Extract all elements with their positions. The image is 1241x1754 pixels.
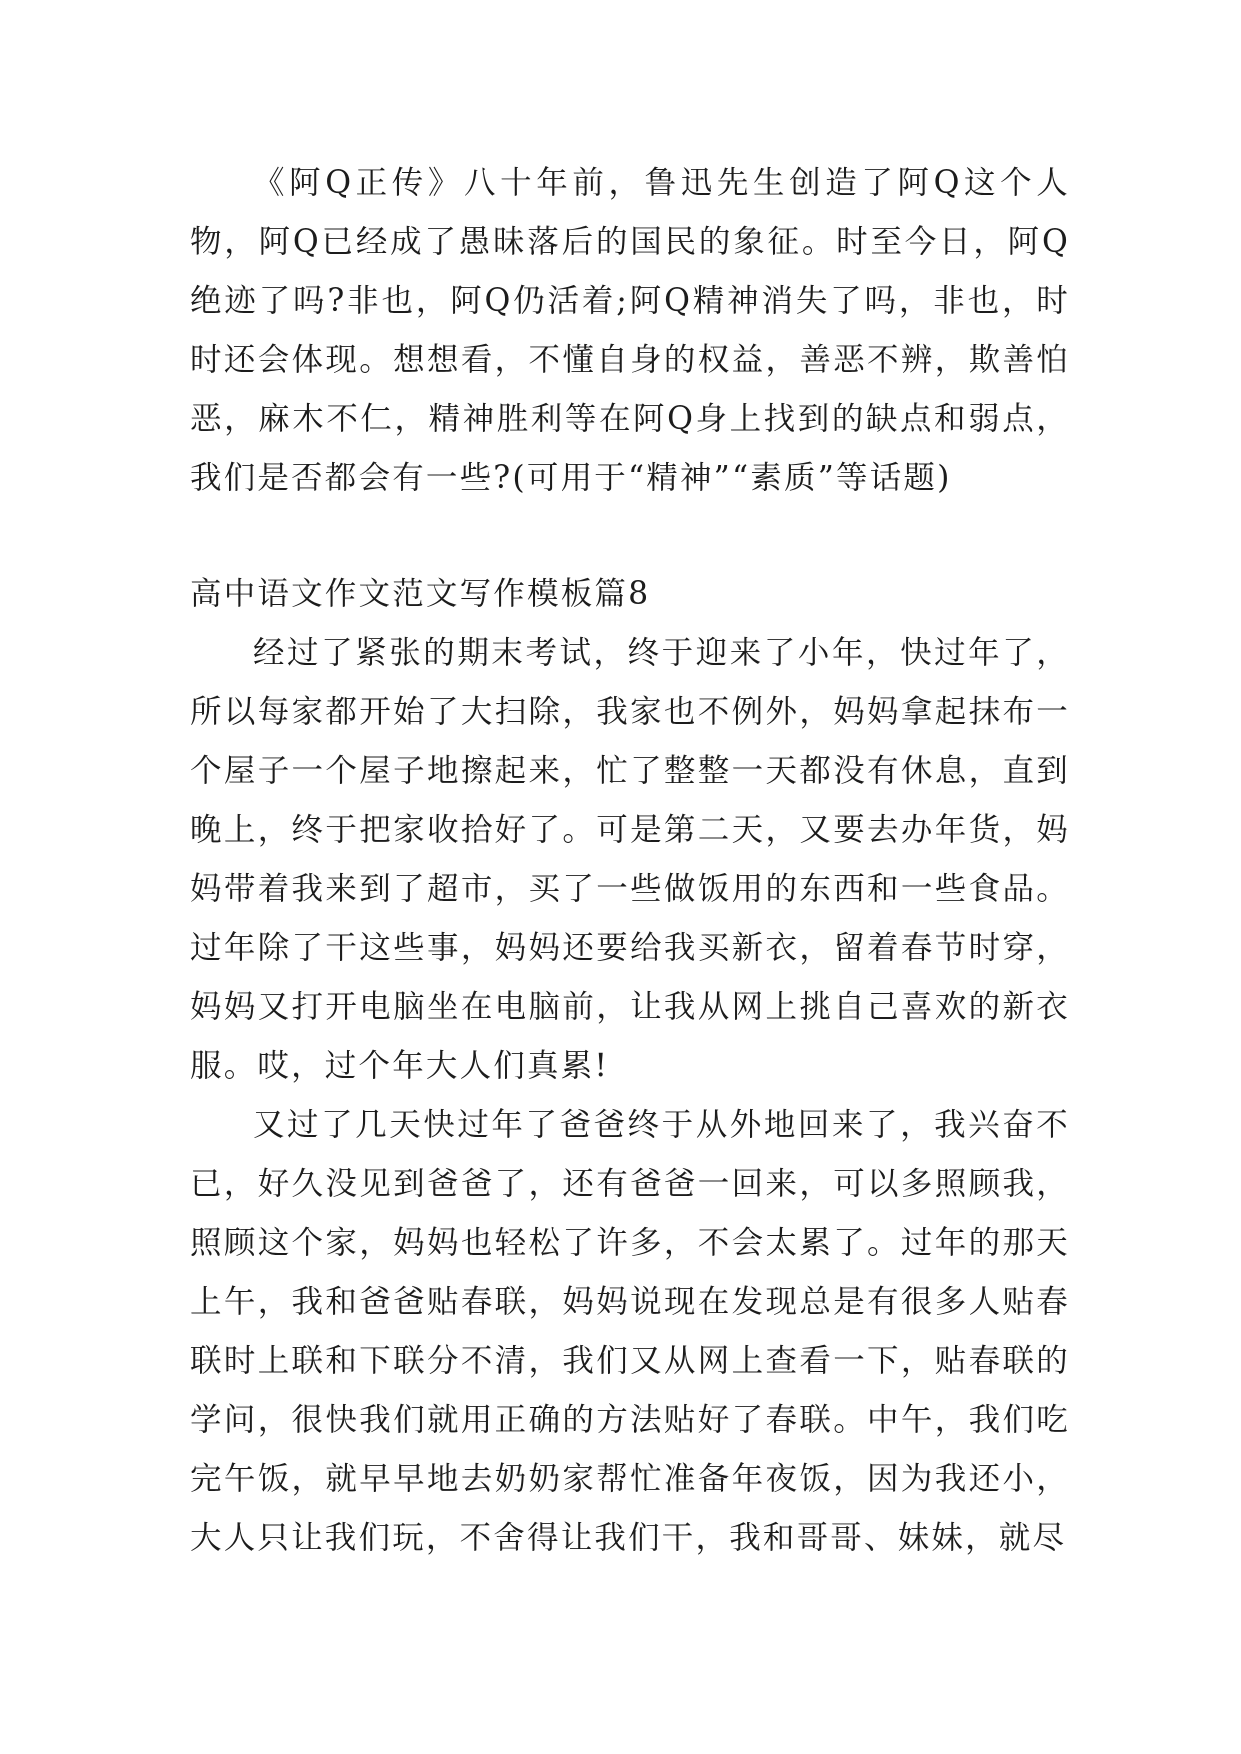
paragraph-ah-q: 《阿Q正传》八十年前，鲁迅先生创造了阿Q这个人物，阿Q已经成了愚昧落后的国民的象征。时至今日，阿Q绝迹了吗?非也，阿Q仍活着;阿Q精神消失了吗，非也，时时还会体现。想想看，不懂自身的权益，善恶不辨，欺善怕恶，麻木不仁，精神胜利等在阿Q身上找到的缺点和弱点，我们是否都会有一些?(可用于“精神”“素质”等话题) <box>190 165 1070 496</box>
section-heading: 高中语文作文范文写作模板篇8 <box>190 576 651 612</box>
paragraph-new-year-cleaning: 经过了紧张的期末考试，终于迎来了小年，快过年了，所以每家都开始了大扫除，我家也不例外，妈妈拿起抹布一个屋子一个屋子地擦起来，忙了整整一天都没有休息，直到晚上，终于把家收拾好了。可是第二天，又要去办年货，妈妈带着我来到了超市，买了一些做饭用的东西和一些食品。过年除了干这些事，妈妈还要给我买新衣，留着春节时穿，妈妈又打开电脑坐在电脑前，让我从网上挑自己喜欢的新衣服。哎，过个年大人们真累! <box>190 635 1070 1084</box>
text-body <box>190 154 1070 1568</box>
paragraph-father-returns: 又过了几天快过年了爸爸终于从外地回来了，我兴奋不已，好久没见到爸爸了，还有爸爸一回来，可以多照顾我，照顾这个家，妈妈也轻松了许多，不会太累了。过年的那天上午，我和爸爸贴春联，妈妈说现在发现总是有很多人贴春联时上联和下联分不清，我们又从网上查看一下，贴春联的学问，很快我们就用正确的方法贴好了春联。中午，我们吃完午饭，就早早地去奶奶家帮忙准备年夜饭，因为我还小，大人只让我们玩，不舍得让我们干，我和哥哥、妹妹，就尽 <box>190 1107 1070 1556</box>
